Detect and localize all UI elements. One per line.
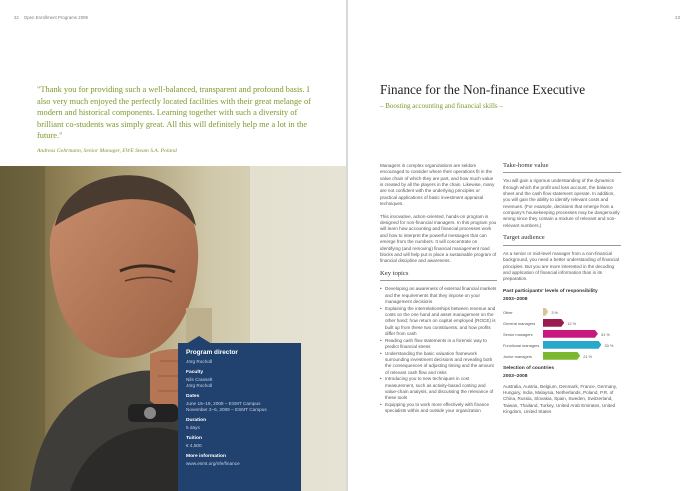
duration-value: 5 days — [186, 424, 200, 430]
info-box-tab — [186, 308, 212, 344]
program-date: June 15–19, 2009 – ESMT Campus — [186, 400, 261, 406]
chart-value-label: 3 % — [551, 309, 559, 315]
chart-bar — [543, 341, 601, 349]
key-topic-item: • Explaining the interrelationships between revenue and costs on the one hand and asset management on the other hand; how return on capital employed (ROCE) is built up from these two constituents, and how profits differ from cash — [380, 306, 497, 338]
program-director-name: Jörg Rocholl — [186, 359, 213, 364]
tuition-label: Tuition — [186, 436, 202, 442]
chart-category-label: Functional managers — [503, 342, 540, 348]
chart-title: Past participants' levels of responsibility — [503, 288, 598, 294]
intro-paragraph: Managers in complex organizations are seldom encouraged to consider where their operations fit in the value chain of which they are part, and how much value is created by all the players in the chain. Likewise, many are not confident with the underlying principles or practical applications of basic investment appraisal techniques. — [380, 163, 495, 207]
chart-row — [503, 330, 618, 339]
chart-category-label: Other — [503, 309, 513, 315]
key-topic-item: • Understanding the basic valuation framework surrounding investment decisions and revealing both the consequences of adjusting timing and the amount of relevant cash flow and risks — [380, 351, 497, 376]
target-audience-heading: Target audience — [503, 235, 621, 245]
page-number-left: 22 — [14, 15, 19, 20]
duration-label: Duration — [186, 418, 207, 424]
right-page — [348, 0, 694, 491]
left-page — [0, 0, 346, 491]
chart-bar — [543, 308, 548, 316]
chart-row — [503, 308, 618, 317]
faculty-label: Faculty — [186, 370, 204, 376]
dates-label: Dates — [186, 394, 200, 400]
chart-value-label: 31 % — [600, 331, 610, 337]
chart-bar — [543, 352, 580, 360]
chart-bar — [543, 319, 564, 327]
testimonial-author: Andreas Gehrmann, Senior Manager, EWE Steam S.A. Poland — [37, 148, 177, 154]
running-head-left — [14, 15, 93, 20]
countries-title: Selection of countries — [503, 365, 555, 371]
more-info-label: More information — [186, 454, 226, 460]
chart-value-label: 33 % — [604, 342, 614, 348]
program-date: November 2–6, 2009 – ESMT Campus — [186, 407, 267, 413]
page-subtitle: – Boosting accounting and financial skills – — [380, 102, 503, 110]
chart-category-label: Senior managers — [503, 331, 533, 337]
left-column — [380, 163, 497, 415]
key-topic-item: • Developing an awareness of external financial markets and the requirements that they impose on your management decisions — [380, 286, 497, 305]
chart-value-label: 12 % — [567, 320, 577, 326]
testimonial-quote: "Thank you for providing such a well-balanced, transparent and profound basis. I also very much enjoyed the perfectly located facilities with their great melange of modern and historical components. Learning together with such a diversity of brilliant co-students was simply great. All this will definitely help me a lot in the future." — [37, 85, 311, 141]
program-director-heading: Program director — [186, 349, 238, 356]
intro-paragraph: This innovative, action-oriented, hands-on program is designed for non-financial managers. In this program you will learn how accounting and financial processes work and how to interpret the powerful messages that can emerge from the numbers. It will concentrate on identifying (and removing) financial management road blocks and will help put in place a sustainable program of financial discipline and awareness. — [380, 213, 497, 264]
program-info-box — [178, 343, 301, 491]
chart-category-label: Junior managers — [503, 353, 532, 359]
page-title: Finance for the Non-finance Executive — [380, 82, 586, 97]
tuition-value: € 4,500 — [186, 442, 202, 448]
running-head-text: Open Enrollment Programs 2009 — [23, 15, 88, 20]
right-column — [503, 163, 621, 422]
faculty-member: Jörg Rocholl — [186, 383, 213, 389]
take-home-heading: Take-home value — [503, 163, 621, 173]
chart-row — [503, 319, 618, 328]
key-topics-heading: Key topics — [380, 271, 497, 281]
chart-subtitle: 2003–2008 — [503, 297, 528, 303]
key-topic-item: • Introducing you to new techniques in cost measurement, such as activity-based costing and value-chain analysis, and discussing the relevance of these tools — [380, 376, 497, 401]
chart-row — [503, 352, 618, 361]
target-audience-text: As a senior or mid-level manager from a non-financial background, you need a better understanding of financial principles. But you are more interested in the decoding and application of financial information than in its preparation. — [503, 250, 619, 282]
key-topic-item: • Reading cash flow statements in a forensic way to predict financial stress — [380, 338, 497, 351]
chart-row — [503, 341, 618, 350]
more-info-link[interactable]: www.esmt.org/nfe/finance — [186, 460, 240, 466]
chart-bar — [543, 330, 598, 338]
chart-value-label: 21 % — [583, 353, 593, 359]
countries-text: Australia, Austria, Belgium, Denmark, France, Germany, Hungary, India, Malaysia, Netherlands, Poland, P.R. of China, Russia, Slovakia, Spain, Sweden, Switzerland, Taiwan, Thailand, Turkey, United Arab Emirates, United Kingdom, United States — [503, 383, 618, 414]
take-home-text: You will gain a rigorous understanding of the dynamics through which the profit and loss account, the balance sheet and the cash flow statement operate. In addition, you will gain the ability to identify relevant costs and revenues. (For example, decisions that emerge from a company's housekeeping processes may be dangerously wrong since they contain a mixture of relevant and non-relevant numbers.) — [503, 178, 620, 228]
key-topic-item: • Equipping you to work more effectively with finance specialists within and outside your organization — [380, 402, 497, 415]
countries-years: 2003–2008 — [503, 374, 528, 380]
key-topics-list — [380, 286, 497, 414]
chart-category-label: General managers — [503, 320, 536, 326]
responsibility-bar-chart — [503, 308, 618, 364]
page-number-right: 23 — [675, 15, 680, 20]
faculty-member: Nils Crasselt — [186, 376, 213, 382]
